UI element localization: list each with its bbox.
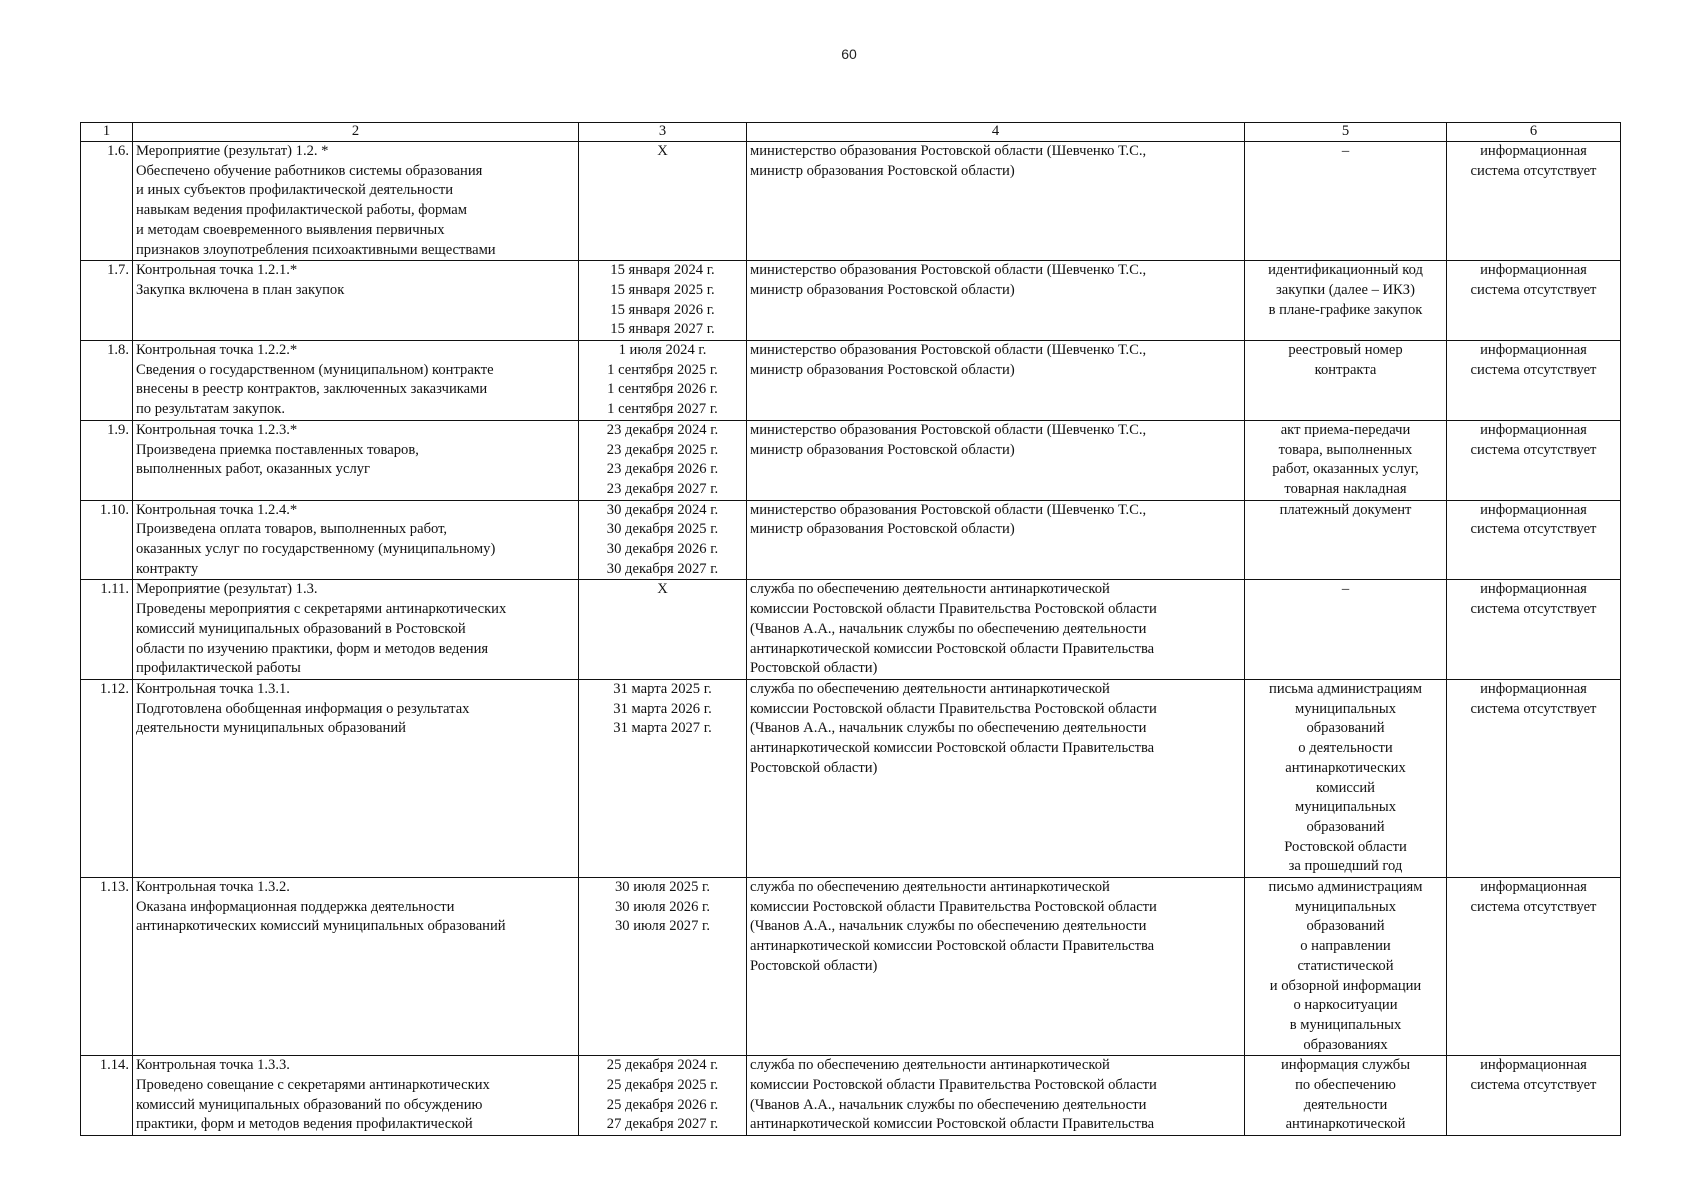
cell-line: 25 декабря 2026 г. — [606, 1096, 719, 1113]
document-cell — [1245, 142, 1447, 261]
cell-line: 27 декабря 2027 г. — [606, 1116, 719, 1133]
deadline-cell — [579, 1056, 747, 1136]
cell-line: 15 января 2026 г. — [610, 301, 715, 318]
row-number-cell: 1.7. — [81, 261, 133, 341]
cell-line: письма администрациям — [1269, 680, 1422, 697]
event-description-cell — [133, 341, 579, 421]
cell-line: о направлении — [1300, 938, 1391, 955]
cell-line: 15 января 2027 г. — [610, 321, 715, 338]
cell-line: комиссии Ростовской области Правительства Ростовской области — [750, 601, 1157, 618]
cell-line: информационная — [1480, 342, 1587, 359]
deadline-cell — [579, 500, 747, 580]
document-cell — [1245, 261, 1447, 341]
row-number-cell: 1.13. — [81, 878, 133, 1056]
cell-line: антинаркотической комиссии Ростовской области Правительства — [750, 740, 1155, 757]
cell-line: Контрольная точка 1.3.2. — [136, 879, 290, 896]
cell-line: 23 декабря 2024 г. — [606, 421, 719, 438]
cell-line: деятельности — [1303, 1096, 1388, 1113]
cell-line: министерство образования Ростовской области (Шевченко Т.С., — [750, 262, 1147, 279]
cell-line: Сведения о государственном (муниципальном) контракте — [136, 361, 494, 378]
info-system-cell — [1447, 341, 1621, 421]
cell-line: (Чванов А.А., начальник службы по обеспечению деятельности — [750, 720, 1147, 737]
responsible-cell — [747, 142, 1245, 261]
header-cell: 5 — [1245, 123, 1447, 142]
cell-line: работ, оказанных услуг, — [1272, 461, 1419, 478]
page-number: 60 — [841, 46, 857, 62]
cell-line: система отсутствует — [1470, 898, 1597, 915]
cell-line: образованиях — [1303, 1036, 1388, 1053]
cell-line: Контрольная точка 1.2.1.* — [136, 262, 298, 279]
cell-line: в муниципальных — [1289, 1016, 1402, 1033]
cell-line: информационная — [1480, 421, 1587, 438]
cell-line: антинаркотической комиссии Ростовской области Правительства — [750, 640, 1155, 657]
cell-line: система отсутствует — [1470, 162, 1597, 179]
cell-line: министр образования Ростовской области) — [750, 281, 1015, 298]
table-row — [81, 341, 1621, 421]
document-cell — [1245, 1056, 1447, 1136]
cell-line: оказанных услуг по государственному (муниципальному) — [136, 541, 496, 558]
cell-line: – — [1341, 143, 1350, 159]
cell-line: 25 декабря 2025 г. — [606, 1077, 719, 1094]
cell-line: и методам своевременного выявления первичных — [136, 221, 445, 238]
cell-line: министр образования Ростовской области) — [750, 162, 1015, 179]
cell-line: система отсутствует — [1470, 700, 1597, 717]
responsible-cell — [747, 261, 1245, 341]
cell-line: выполненных работ, оказанных услуг — [136, 461, 371, 478]
cell-line: (Чванов А.А., начальник службы по обеспечению деятельности — [750, 1096, 1147, 1113]
cell-line: министр образования Ростовской области) — [750, 361, 1015, 378]
table-row — [81, 261, 1621, 341]
header-cell: 6 — [1447, 123, 1621, 142]
cell-line: платежный документ — [1279, 501, 1412, 518]
cell-line: информационная — [1480, 581, 1587, 598]
cell-line: X — [657, 581, 668, 598]
cell-line: информационная — [1480, 680, 1587, 697]
cell-line: 31 марта 2025 г. — [613, 680, 712, 697]
cell-line: 25 декабря 2024 г. — [606, 1057, 719, 1074]
header-cell: 1 — [81, 123, 133, 142]
table-row — [81, 142, 1621, 261]
cell-line: и иных субъектов профилактической деятельности — [136, 182, 454, 199]
cell-line: система отсутствует — [1470, 521, 1597, 538]
cell-line: 31 марта 2026 г. — [613, 700, 712, 717]
cell-line: система отсутствует — [1470, 441, 1597, 458]
responsible-cell — [747, 1056, 1245, 1136]
header-cell: 3 — [579, 123, 747, 142]
table-row — [81, 679, 1621, 877]
cell-line: антинаркотической — [1285, 1116, 1406, 1133]
cell-line: товара, выполненных — [1278, 441, 1413, 458]
info-system-cell — [1447, 679, 1621, 877]
cell-line: министерство образования Ростовской области (Шевченко Т.С., — [750, 143, 1147, 159]
cell-line: (Чванов А.А., начальник службы по обеспечению деятельности — [750, 620, 1147, 637]
cell-line: о наркоситуации — [1293, 997, 1398, 1014]
event-description-cell — [133, 142, 579, 261]
cell-line: Контрольная точка 1.3.1. — [136, 680, 290, 697]
event-description-cell — [133, 420, 579, 500]
row-number-cell: 1.8. — [81, 341, 133, 421]
cell-line: министерство образования Ростовской области (Шевченко Т.С., — [750, 421, 1147, 438]
cell-line: система отсутствует — [1470, 1077, 1597, 1094]
cell-line: 30 декабря 2027 г. — [606, 560, 719, 577]
cell-line: министерство образования Ростовской области (Шевченко Т.С., — [750, 501, 1147, 518]
cell-line: 15 января 2025 г. — [610, 281, 715, 298]
event-description-cell — [133, 261, 579, 341]
info-system-cell — [1447, 420, 1621, 500]
cell-line: комиссий муниципальных образований в Ростовской — [136, 620, 466, 637]
cell-line: Контрольная точка 1.2.4.* — [136, 501, 298, 518]
cell-line: Контрольная точка 1.2.3.* — [136, 421, 298, 438]
cell-line: Обеспечено обучение работников системы образования — [136, 162, 483, 179]
cell-line: муниципальных — [1294, 898, 1397, 915]
cell-line: система отсутствует — [1470, 601, 1597, 618]
cell-line: образований — [1306, 818, 1385, 835]
cell-line: служба по обеспечению деятельности антинаркотической — [750, 581, 1110, 598]
responsible-cell — [747, 878, 1245, 1056]
cell-line: 30 июля 2027 г. — [614, 918, 711, 935]
table-row — [81, 580, 1621, 680]
event-description-cell — [133, 500, 579, 580]
responsible-cell — [747, 341, 1245, 421]
cell-line: служба по обеспечению деятельности антинаркотической — [750, 1057, 1110, 1074]
document-cell — [1245, 580, 1447, 680]
cell-line: по результатам закупок. — [136, 401, 286, 418]
cell-line: 30 декабря 2024 г. — [606, 501, 719, 518]
table-row — [81, 500, 1621, 580]
cell-line: письмо администрациям — [1268, 879, 1423, 896]
responsible-cell — [747, 500, 1245, 580]
table-row — [81, 420, 1621, 500]
row-number-cell: 1.14. — [81, 1056, 133, 1136]
cell-line: министр образования Ростовской области) — [750, 521, 1015, 538]
document-cell — [1245, 679, 1447, 877]
cell-line: служба по обеспечению деятельности антинаркотической — [750, 680, 1110, 697]
deadline-cell — [579, 878, 747, 1056]
cell-line: 30 июля 2026 г. — [614, 898, 711, 915]
event-description-cell — [133, 580, 579, 680]
cell-line: образований — [1306, 918, 1385, 935]
cell-line: Контрольная точка 1.2.2.* — [136, 342, 298, 359]
cell-line: информация службы — [1280, 1057, 1411, 1074]
cell-line: контракта — [1314, 361, 1377, 378]
cell-line: 30 июля 2025 г. — [614, 879, 711, 896]
cell-line: комиссии Ростовской области Правительства Ростовской области — [750, 898, 1157, 915]
cell-line: идентификационный код — [1268, 262, 1423, 279]
cell-line: реестровый номер — [1288, 342, 1403, 359]
row-number-cell: 1.11. — [81, 580, 133, 680]
cell-line: Закупка включена в план закупок — [136, 281, 345, 298]
cell-line: муниципальных — [1294, 799, 1397, 816]
document-cell — [1245, 341, 1447, 421]
cell-line: в плане-графике закупок — [1268, 301, 1423, 318]
cell-line: антинаркотических — [1285, 759, 1406, 776]
cell-line: признаков злоупотребления психоактивными веществами — [136, 241, 496, 258]
event-description-cell — [133, 878, 579, 1056]
cell-line: Подготовлена обобщенная информация о результатах — [136, 700, 470, 717]
header-cell: 2 — [133, 123, 579, 142]
cell-line: 1 сентября 2025 г. — [607, 361, 718, 378]
cell-line: Произведена оплата товаров, выполненных работ, — [136, 521, 448, 538]
deadline-cell — [579, 420, 747, 500]
deadline-cell — [579, 679, 747, 877]
cell-line: деятельности муниципальных образований — [136, 720, 406, 737]
cell-line: антинаркотической комиссии Ростовской области Правительства — [750, 938, 1155, 955]
cell-line: Контрольная точка 1.3.3. — [136, 1057, 290, 1074]
cell-line: за прошедший год — [1288, 858, 1403, 875]
responsible-cell — [747, 580, 1245, 680]
table-row — [81, 878, 1621, 1056]
cell-line: о деятельности — [1298, 740, 1393, 757]
cell-line: Ростовской области) — [750, 759, 878, 776]
cell-line: комиссий муниципальных образований по обсуждению — [136, 1096, 483, 1113]
cell-line: муниципальных — [1294, 700, 1397, 717]
deadline-cell — [579, 261, 747, 341]
cell-line: 23 декабря 2025 г. — [606, 441, 719, 458]
row-number-cell: 1.6. — [81, 142, 133, 261]
cell-line: по обеспечению — [1295, 1077, 1396, 1094]
deadline-cell — [579, 580, 747, 680]
header-cell: 4 — [747, 123, 1245, 142]
cell-line: 23 декабря 2027 г. — [606, 480, 719, 497]
info-system-cell — [1447, 261, 1621, 341]
row-number-cell: 1.9. — [81, 420, 133, 500]
cell-line: Произведена приемка поставленных товаров, — [136, 441, 419, 458]
info-system-cell — [1447, 580, 1621, 680]
cell-line: статистической — [1297, 957, 1394, 974]
cell-line: контракту — [136, 560, 199, 577]
cell-line: акт приема-передачи — [1280, 421, 1411, 438]
cell-line: и обзорной информации — [1269, 977, 1422, 994]
cell-line: система отсутствует — [1470, 361, 1597, 378]
cell-line: комиссий — [1316, 779, 1375, 796]
cell-line: 31 марта 2027 г. — [613, 720, 712, 737]
cell-line: 30 декабря 2025 г. — [606, 521, 719, 538]
info-system-cell — [1447, 878, 1621, 1056]
cell-line: информационная — [1480, 501, 1587, 518]
table-header-row — [81, 123, 1621, 142]
cell-line: Проведено совещание с секретарями антинаркотических — [136, 1077, 490, 1094]
cell-line: Ростовской области) — [750, 660, 878, 677]
cell-line: Мероприятие (результат) 1.2. * — [136, 143, 329, 159]
cell-line: практики, форм и методов ведения профилактической — [136, 1116, 473, 1133]
cell-line: комиссии Ростовской области Правительства Ростовской области — [750, 1077, 1157, 1094]
cell-line: комиссии Ростовской области Правительства Ростовской области — [750, 700, 1157, 717]
cell-line: Мероприятие (результат) 1.3. — [136, 581, 318, 598]
cell-line: 15 января 2024 г. — [610, 262, 715, 279]
cell-line: информационная — [1480, 879, 1587, 896]
cell-line: министерство образования Ростовской области (Шевченко Т.С., — [750, 342, 1147, 359]
cell-line: служба по обеспечению деятельности антинаркотической — [750, 879, 1110, 896]
table-row — [81, 1056, 1621, 1136]
info-system-cell — [1447, 1056, 1621, 1136]
cell-line: – — [1341, 581, 1350, 598]
cell-line: антинаркотических комиссий муниципальных образований — [136, 918, 506, 935]
cell-line: 1 сентября 2026 г. — [607, 381, 718, 398]
cell-line: система отсутствует — [1470, 281, 1597, 298]
cell-line: министр образования Ростовской области) — [750, 441, 1015, 458]
cell-line: профилактической работы — [136, 660, 301, 677]
cell-line: 23 декабря 2026 г. — [606, 461, 719, 478]
cell-line: (Чванов А.А., начальник службы по обеспечению деятельности — [750, 918, 1147, 935]
cell-line: внесены в реестр контрактов, заключенных заказчиками — [136, 381, 488, 398]
cell-line: информационная — [1480, 262, 1587, 279]
cell-line: Оказана информационная поддержка деятельности — [136, 898, 455, 915]
cell-line: Проведены мероприятия с секретарями антинаркотических — [136, 601, 507, 618]
row-number-cell: 1.12. — [81, 679, 133, 877]
document-cell — [1245, 420, 1447, 500]
cell-line: антинаркотической комиссии Ростовской области Правительства — [750, 1116, 1155, 1133]
document-cell — [1245, 500, 1447, 580]
responsible-cell — [747, 420, 1245, 500]
cell-line: 1 июля 2024 г. — [618, 342, 707, 359]
row-number-cell: 1.10. — [81, 500, 133, 580]
event-description-cell — [133, 1056, 579, 1136]
cell-line: информационная — [1480, 1057, 1587, 1074]
cell-line: X — [657, 143, 668, 159]
deadline-cell — [579, 341, 747, 421]
responsible-cell — [747, 679, 1245, 877]
info-system-cell — [1447, 142, 1621, 261]
event-description-cell — [133, 679, 579, 877]
document-cell — [1245, 878, 1447, 1056]
cell-line: информационная — [1480, 143, 1587, 159]
cell-line: Ростовской области) — [750, 957, 878, 974]
info-system-cell — [1447, 500, 1621, 580]
cell-line: Ростовской области — [1284, 838, 1407, 855]
deadline-cell — [579, 142, 747, 261]
cell-line: образований — [1306, 720, 1385, 737]
cell-line: 30 декабря 2026 г. — [606, 541, 719, 558]
cell-line: навыкам ведения профилактической работы, формам — [136, 202, 467, 219]
cell-line: закупки (далее – ИКЗ) — [1276, 281, 1415, 298]
events-table — [80, 122, 1621, 1136]
cell-line: 1 сентября 2027 г. — [607, 401, 718, 418]
cell-line: области по изучению практики, форм и методов ведения — [136, 640, 489, 657]
cell-line: товарная накладная — [1284, 480, 1407, 497]
